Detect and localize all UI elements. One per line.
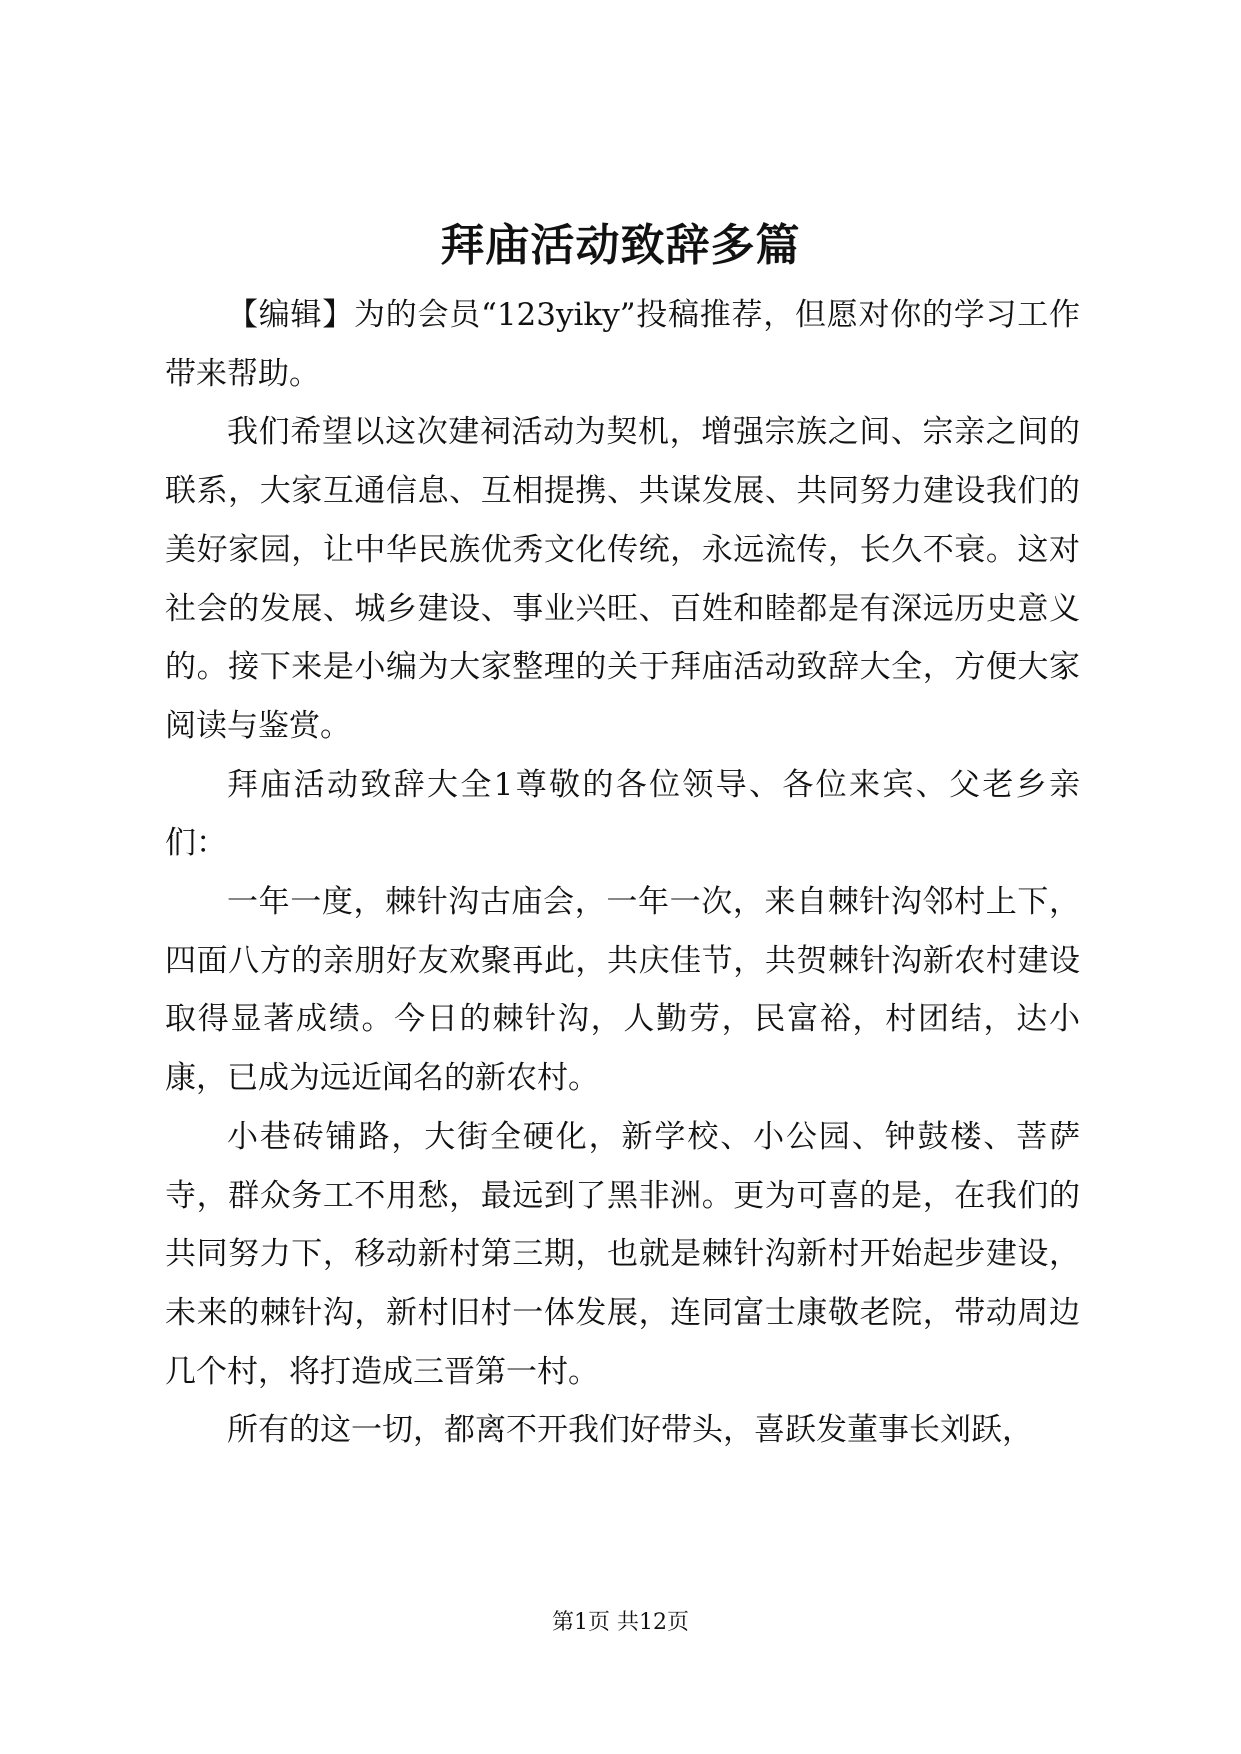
paragraph-temple-fair: 一年一度，棘针沟古庙会，一年一次，来自棘针沟邻村上下，四面八方的亲朋好友欢聚再此，共庆佳节，共贺棘针沟新农村建设取得显著成绩。今日的棘针沟，人勤劳，民富裕，村团结，达小康，已成为远近闻名的新农村。 [165, 884, 1080, 1097]
paragraph-closing-start: 所有的这一切，都离不开我们好带头，喜跃发董事长刘跃， [227, 1412, 1033, 1449]
paragraph-purpose: 我们希望以这次建祠活动为契机，增强宗族之间、宗亲之间的联系，大家互通信息、互相提携、共谋发展、共同努力建设我们的美好家园，让中华民族优秀文化传统，永远流传，长久不衰。这对社会的发展、城乡建设、事业兴旺、百姓和睦都是有深远历史意义的。接下来是小编为大家整理的关于拜庙活动致辞大全，方便大家阅读与鉴赏。 [165, 414, 1080, 744]
document-body [165, 286, 1080, 1460]
paragraph-intro: 【编辑】为的会员“123yiky”投稿推荐，但愿对你的学习工作带来帮助。 [165, 297, 1080, 392]
document-title: 拜庙活动致辞多篇 [440, 220, 801, 271]
page-number-footer: 第1页 共12页 [552, 1610, 689, 1635]
paragraph-salutation: 拜庙活动致辞大全1尊敬的各位领导、各位来宾、父老乡亲们： [165, 766, 1080, 862]
paragraph-village-development: 小巷砖铺路，大街全硬化，新学校、小公园、钟鼓楼、菩萨寺，群众务工不用愁，最远到了黑非洲。更为可喜的是，在我们的共同努力下，移动新村第三期，也就是棘针沟新村开始起步建设，未来的棘针沟，新村旧村一体发展，连同富士康敬老院，带动周边几个村，将打造成三晋第一村。 [165, 1118, 1080, 1390]
